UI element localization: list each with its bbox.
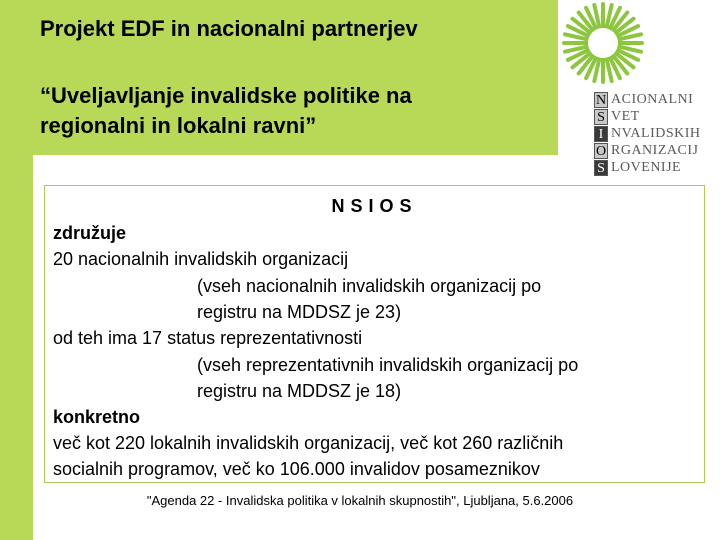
content-line: socialnih programov, več ko 106.000 invalidov posameznikov — [53, 459, 540, 479]
logo-row-1 — [594, 92, 714, 109]
logo-word: LOVENIJE — [611, 160, 682, 175]
content-line: več kot 220 lokalnih invalidskih organizacij, več kot 260 različnih — [53, 433, 564, 453]
logo-word: ACIONALNI — [611, 92, 694, 107]
content-line: registru na MDDSZ je 18) — [197, 381, 402, 401]
content-line: konkretno — [53, 407, 141, 427]
footer-caption: "Agenda 22 - Invalidska politika v lokalnih skupnostih", Ljubljana, 5.6.2006 — [146, 493, 574, 508]
content-line: 20 nacionalnih invalidskih organizacij — [53, 249, 349, 269]
content-line: (vseh nacionalnih invalidskih organizacij po — [197, 276, 542, 296]
content-line: registru na MDDSZ je 23) — [197, 302, 402, 322]
logo-letter-box: O — [595, 144, 607, 159]
content-heading: NSIOS — [331, 196, 418, 216]
left-accent-strip — [0, 0, 33, 540]
logo-letter-box: S — [594, 160, 608, 176]
slide-subtitle-line-1: “Uveljavljanje invalidske politike na — [40, 83, 412, 108]
content-line: od teh ima 17 status reprezentativnosti — [53, 328, 363, 348]
logo-word: VET — [611, 109, 640, 124]
logo-letter-box: S — [594, 109, 608, 125]
content-line: (vseh reprezentativnih invalidskih organizacij po — [197, 355, 579, 375]
logo-word: NVALIDSKIH — [611, 126, 701, 141]
sun-flower-logo-icon — [560, 0, 646, 86]
nsios-logo-wordmark — [594, 92, 714, 177]
slide-subtitle-line-2: regionalni in lokalni ravni” — [40, 113, 317, 138]
logo-row-5 — [594, 160, 714, 177]
logo-row-2 — [594, 109, 714, 126]
content-box — [44, 185, 705, 483]
slide-title: Projekt EDF in nacionalni partnerjev — [40, 16, 418, 41]
logo-letter-box: N — [595, 93, 607, 108]
logo-word: RGANIZACIJ — [611, 143, 699, 158]
content-line: združuje — [53, 223, 127, 243]
logo-row-3 — [594, 126, 714, 143]
logo-row-4 — [594, 143, 714, 160]
logo-letter-box: I — [594, 126, 608, 142]
